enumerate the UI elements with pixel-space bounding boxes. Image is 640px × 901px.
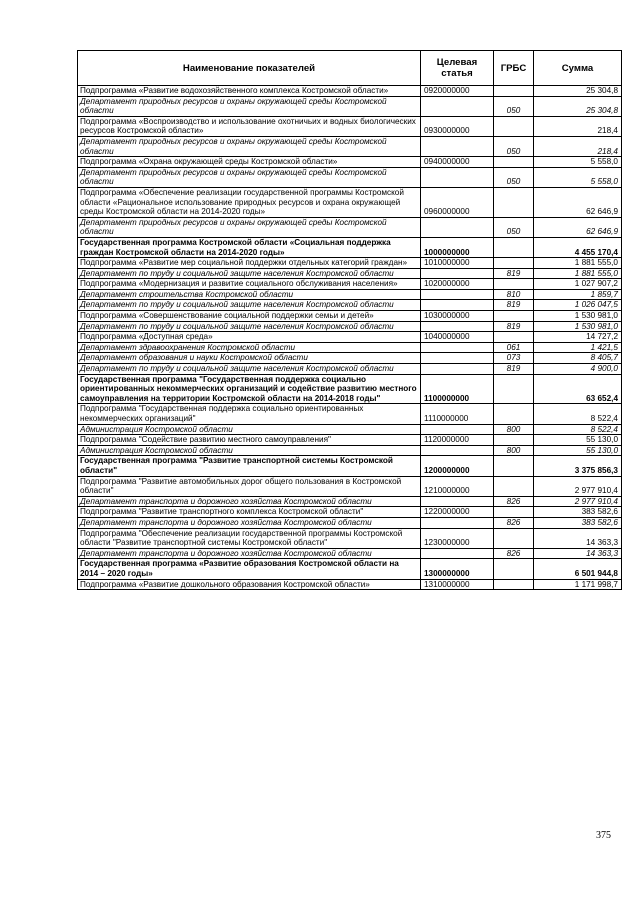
cell-code: [421, 289, 494, 300]
cell-grbs: [494, 579, 534, 590]
cell-grbs: [494, 559, 534, 579]
cell-grbs: 800: [494, 424, 534, 435]
header-name: Наименование показателей: [78, 51, 421, 86]
cell-name: Департамент по труду и социальной защите населения Костромской области: [78, 300, 421, 311]
budget-table-container: [77, 50, 621, 590]
cell-grbs: [494, 187, 534, 217]
cell-grbs: [494, 528, 534, 548]
cell-sum: 5 558,0: [534, 157, 622, 168]
table-row: [78, 374, 622, 404]
cell-sum: 2 977 910,4: [534, 476, 622, 496]
cell-grbs: [494, 476, 534, 496]
cell-name: Подпрограмма «Развитие дошкольного образования Костромской области»: [78, 579, 421, 590]
table-row: [78, 507, 622, 518]
cell-name: Подпрограмма «Развитие водохозяйственного комплекса Костромской области»: [78, 86, 421, 97]
cell-code: 1120000000: [421, 435, 494, 446]
header-sum: Сумма: [534, 51, 622, 86]
table-row: [78, 258, 622, 269]
cell-code: 0960000000: [421, 187, 494, 217]
cell-code: [421, 517, 494, 528]
cell-grbs: [494, 86, 534, 97]
cell-grbs: [494, 116, 534, 136]
cell-sum: 1 530 981,0: [534, 321, 622, 332]
cell-name: Департамент по труду и социальной защите населения Костромской области: [78, 268, 421, 279]
cell-code: [421, 548, 494, 559]
cell-sum: 55 130,0: [534, 445, 622, 456]
cell-name: Администрация Костромской области: [78, 445, 421, 456]
cell-sum: 1 026 047,5: [534, 300, 622, 311]
cell-name: Подпрограмма «Охрана окружающей среды Костромской области»: [78, 157, 421, 168]
cell-grbs: 050: [494, 217, 534, 237]
table-row: [78, 268, 622, 279]
table-row: [78, 342, 622, 353]
cell-sum: 8 405,7: [534, 353, 622, 364]
cell-name: Департамент здравоохранения Костромской области: [78, 342, 421, 353]
cell-sum: 25 304,8: [534, 96, 622, 116]
cell-code: 1100000000: [421, 374, 494, 404]
cell-code: [421, 217, 494, 237]
table-row: [78, 187, 622, 217]
cell-sum: 55 130,0: [534, 435, 622, 446]
cell-grbs: 800: [494, 445, 534, 456]
table-row: [78, 289, 622, 300]
cell-sum: 1 421,5: [534, 342, 622, 353]
cell-name: Подпрограмма «Модернизация и развитие социального обслуживания населения»: [78, 279, 421, 290]
cell-grbs: 050: [494, 167, 534, 187]
cell-code: 1010000000: [421, 258, 494, 269]
table-row: [78, 237, 622, 257]
cell-grbs: [494, 237, 534, 257]
cell-grbs: 050: [494, 136, 534, 156]
cell-code: 0940000000: [421, 157, 494, 168]
cell-name: Государственная программа «Развитие образования Костромской области на 2014 – 2020 годы»: [78, 559, 421, 579]
header-code: Целевая статья: [421, 51, 494, 86]
table-row: [78, 300, 622, 311]
table-row: [78, 528, 622, 548]
table-row: [78, 86, 622, 97]
cell-grbs: 826: [494, 517, 534, 528]
cell-name: Департамент природных ресурсов и охраны окружающей среды Костромской области: [78, 136, 421, 156]
cell-grbs: 826: [494, 548, 534, 559]
cell-code: 0920000000: [421, 86, 494, 97]
cell-code: 1310000000: [421, 579, 494, 590]
budget-table: [77, 50, 622, 590]
cell-sum: 14 363,3: [534, 528, 622, 548]
cell-code: [421, 353, 494, 364]
cell-sum: 62 646,9: [534, 217, 622, 237]
cell-name: Департамент образования и науки Костромской области: [78, 353, 421, 364]
cell-sum: 1 881 555,0: [534, 268, 622, 279]
table-row: [78, 476, 622, 496]
table-row: [78, 579, 622, 590]
cell-code: 1020000000: [421, 279, 494, 290]
table-row: [78, 157, 622, 168]
cell-grbs: 810: [494, 289, 534, 300]
cell-grbs: [494, 279, 534, 290]
cell-sum: 1 171 998,7: [534, 579, 622, 590]
cell-code: [421, 300, 494, 311]
cell-sum: 1 881 555,0: [534, 258, 622, 269]
table-row: [78, 321, 622, 332]
cell-code: [421, 364, 494, 375]
cell-sum: 6 501 944,8: [534, 559, 622, 579]
cell-name: Подпрограмма «Развитие мер социальной поддержки отдельных категорий граждан»: [78, 258, 421, 269]
table-row: [78, 559, 622, 579]
cell-sum: 2 977 910,4: [534, 496, 622, 507]
cell-code: 1300000000: [421, 559, 494, 579]
cell-grbs: 819: [494, 364, 534, 375]
cell-grbs: 073: [494, 353, 534, 364]
table-row: [78, 445, 622, 456]
cell-name: Департамент транспорта и дорожного хозяйства Костромской области: [78, 496, 421, 507]
cell-name: Департамент транспорта и дорожного хозяйства Костромской области: [78, 548, 421, 559]
table-row: [78, 435, 622, 446]
cell-name: Подпрограмма "Обеспечение реализации государственной программы Костромской области "Развитие транспортной системы Костромской области": [78, 528, 421, 548]
cell-name: Подпрограмма "Развитие автомобильных дорог общего пользования в Костромской области": [78, 476, 421, 496]
table-header-row: [78, 51, 622, 86]
cell-sum: 383 582,6: [534, 517, 622, 528]
cell-grbs: 826: [494, 496, 534, 507]
table-row: [78, 548, 622, 559]
cell-code: [421, 424, 494, 435]
cell-name: Администрация Костромской области: [78, 424, 421, 435]
cell-grbs: 061: [494, 342, 534, 353]
cell-name: Государственная программа Костромской области «Социальная поддержка граждан Костромской области на 2014-2020 годы»: [78, 237, 421, 257]
cell-name: Департамент транспорта и дорожного хозяйства Костромской области: [78, 517, 421, 528]
page-number: 375: [596, 830, 611, 841]
cell-code: [421, 136, 494, 156]
cell-sum: 3 375 856,3: [534, 456, 622, 476]
cell-code: [421, 96, 494, 116]
cell-name: Подпрограмма «Совершенствование социальной поддержки семьи и детей»: [78, 311, 421, 322]
table-row: [78, 353, 622, 364]
cell-code: 1230000000: [421, 528, 494, 548]
cell-grbs: 819: [494, 300, 534, 311]
table-row: [78, 136, 622, 156]
cell-code: 1040000000: [421, 332, 494, 343]
cell-code: 1110000000: [421, 404, 494, 424]
cell-grbs: [494, 374, 534, 404]
cell-sum: 4 455 170,4: [534, 237, 622, 257]
cell-name: Департамент природных ресурсов и охраны окружающей среды Костромской области: [78, 96, 421, 116]
cell-sum: 8 522,4: [534, 424, 622, 435]
cell-name: Департамент по труду и социальной защите населения Костромской области: [78, 364, 421, 375]
cell-sum: 218,4: [534, 116, 622, 136]
cell-name: Подпрограмма «Доступная среда»: [78, 332, 421, 343]
table-row: [78, 217, 622, 237]
cell-sum: 62 646,9: [534, 187, 622, 217]
table-row: [78, 496, 622, 507]
cell-sum: 8 522,4: [534, 404, 622, 424]
cell-code: 1000000000: [421, 237, 494, 257]
cell-code: [421, 445, 494, 456]
table-row: [78, 404, 622, 424]
cell-sum: 63 652,4: [534, 374, 622, 404]
cell-name: Департамент строительства Костромской области: [78, 289, 421, 300]
cell-name: Подпрограмма "Развитие транспортного комплекса Костромской области": [78, 507, 421, 518]
cell-sum: 25 304,8: [534, 86, 622, 97]
header-grbs: ГРБС: [494, 51, 534, 86]
cell-sum: 5 558,0: [534, 167, 622, 187]
cell-grbs: [494, 258, 534, 269]
table-row: [78, 364, 622, 375]
cell-code: 1030000000: [421, 311, 494, 322]
table-row: [78, 517, 622, 528]
cell-sum: 1 027 907,2: [534, 279, 622, 290]
table-row: [78, 167, 622, 187]
cell-name: Подпрограмма "Содействие развитию местного самоуправления": [78, 435, 421, 446]
cell-grbs: [494, 157, 534, 168]
table-row: [78, 424, 622, 435]
cell-name: Государственная программа "Государственная поддержка социально ориентированных некоммерческих организаций и содействие развитию местного самоуправления на территории Костромской области на 2014-2018 годы": [78, 374, 421, 404]
table-body: [78, 86, 622, 590]
cell-grbs: 050: [494, 96, 534, 116]
table-row: [78, 456, 622, 476]
cell-grbs: 819: [494, 268, 534, 279]
cell-grbs: [494, 435, 534, 446]
cell-grbs: [494, 507, 534, 518]
cell-name: Государственная программа "Развитие транспортной системы Костромской области": [78, 456, 421, 476]
cell-sum: 4 900,0: [534, 364, 622, 375]
cell-sum: 383 582,6: [534, 507, 622, 518]
cell-name: Департамент по труду и социальной защите населения Костромской области: [78, 321, 421, 332]
cell-code: 0930000000: [421, 116, 494, 136]
cell-code: [421, 496, 494, 507]
table-row: [78, 96, 622, 116]
cell-code: [421, 321, 494, 332]
cell-sum: 1 859,7: [534, 289, 622, 300]
cell-code: 1210000000: [421, 476, 494, 496]
cell-name: Подпрограмма «Обеспечение реализации государственной программы Костромской области «Рациональное использование природных ресурсов и охрана окружающей среды Костромской области на 2014-2020 годы»: [78, 187, 421, 217]
cell-code: 1220000000: [421, 507, 494, 518]
cell-name: Подпрограмма "Государственная поддержка социально ориентированных некоммерческих организаций": [78, 404, 421, 424]
cell-code: [421, 268, 494, 279]
cell-code: [421, 342, 494, 353]
cell-name: Департамент природных ресурсов и охраны окружающей среды Костромской области: [78, 167, 421, 187]
cell-sum: 14 727,2: [534, 332, 622, 343]
cell-sum: 1 530 981,0: [534, 311, 622, 322]
cell-code: 1200000000: [421, 456, 494, 476]
cell-grbs: [494, 404, 534, 424]
cell-name: Департамент природных ресурсов и охраны окружающей среды Костромской области: [78, 217, 421, 237]
table-row: [78, 332, 622, 343]
table-row: [78, 116, 622, 136]
table-row: [78, 311, 622, 322]
cell-sum: 14 363,3: [534, 548, 622, 559]
cell-grbs: [494, 456, 534, 476]
cell-code: [421, 167, 494, 187]
table-row: [78, 279, 622, 290]
cell-grbs: [494, 311, 534, 322]
cell-name: Подпрограмма «Воспроизводство и использование охотничьих и водных биологических ресурсов Костромской области»: [78, 116, 421, 136]
cell-grbs: 819: [494, 321, 534, 332]
cell-sum: 218,4: [534, 136, 622, 156]
cell-grbs: [494, 332, 534, 343]
